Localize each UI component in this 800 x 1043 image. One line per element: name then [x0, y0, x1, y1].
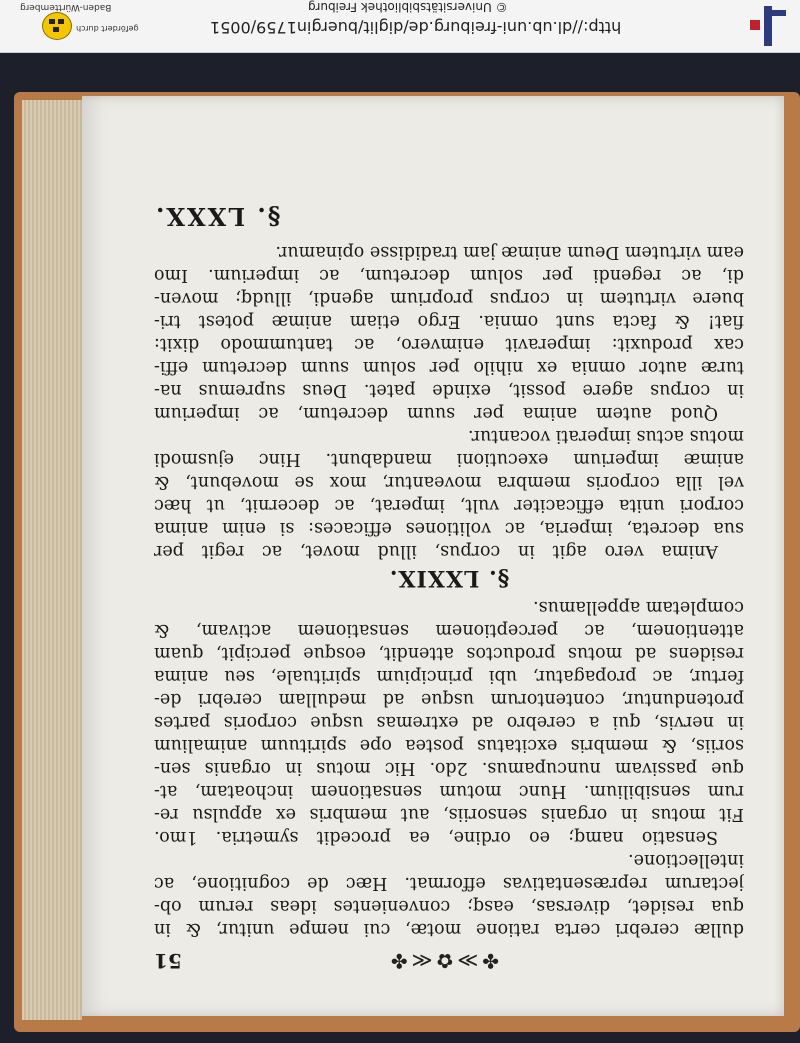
ornament-icon: ✤≫✿≪✤	[386, 949, 499, 974]
funder-name: Baden-Württemberg	[20, 2, 112, 12]
page-content-rotated	[82, 96, 784, 1016]
text-line: rum sensibilium. Hunc motum sensationem inchoatam, at-	[154, 781, 744, 801]
text-line: vel illa corporis membra moveantur, mox se movebunt, &	[154, 472, 744, 492]
text-block	[154, 202, 744, 976]
running-head	[154, 946, 744, 976]
text-line: Quod autem anima per suum decretum, ac imperium	[154, 403, 718, 423]
document-url[interactable]: http://dl.ub.uni-freiburg.de/diglit/buergin1759/0051	[210, 18, 622, 37]
viewer-info-bar	[0, 0, 800, 53]
text-line: cax produxit: imperavit enimvero, ac tantummodo dixit:	[154, 334, 744, 354]
book-page	[82, 96, 784, 1016]
library-logo-icon	[750, 6, 790, 46]
text-line: Fit motus in organis sensoriis, aut membris ex appulsu re-	[154, 804, 744, 824]
funded-by-label: gefördert durch	[76, 24, 139, 33]
text-line: fiat! & facta sunt omnia. Ergo etiam animæ potest tri-	[154, 311, 744, 331]
text-line: in corpus agere possit, exinde patet. Deus supremus na-	[154, 380, 744, 400]
section-heading: §. LXXIX.	[388, 565, 510, 591]
text-line: buere virtutem in corpus proprium agendi, illudq; moven-	[154, 288, 744, 308]
text-line: fertur, ac propagatur, ubi principium spirituale, seu anima	[154, 666, 744, 686]
state-coat-of-arms-icon	[42, 12, 72, 40]
text-line: animæ imperium executioni mandabunt. Hinc ejusmodi	[154, 449, 744, 469]
text-line: Anima vero agit in corpus, illud movet, ac regit per	[154, 541, 718, 561]
text-line: motus actus imperati vocantur.	[467, 426, 744, 446]
copyright-notice: © Universitätsbibliothek Freiburg	[308, 0, 508, 14]
section-heading: §. LXXX.	[154, 202, 281, 231]
text-line: jectarum repræsentativas efformat. Hæc de cognitione, ac	[154, 873, 744, 893]
text-line: Sensatio namq; eo ordine, ea procedit symetria. 1mo.	[154, 827, 718, 847]
text-line: in nervis, qui a cerebro ad extremas usque corporis partes	[154, 712, 744, 732]
text-line: completam appellamus.	[533, 597, 744, 617]
text-line: qua residet, diversas, easq; convenientes ideas rerum ob-	[154, 896, 744, 916]
text-line: corpori unita efficaciter vult, imperat, ac decernit, ut hæc	[154, 495, 744, 515]
page-edges	[22, 100, 82, 1020]
text-line: turæ autor omnia ex nihilo per solum suum decretum effi-	[154, 357, 744, 377]
page-number: 51	[154, 949, 182, 974]
text-line: eam virtutem Deum animæ jam tradidisse opinamur.	[275, 242, 744, 262]
text-line: attentionem, ac perceptionem sensationem activam, &	[154, 620, 744, 640]
text-line: intellectione.	[628, 850, 744, 870]
text-line: que passivam nuncupamus. 2do. Hic motus in organis sen-	[154, 758, 744, 778]
text-line: dullæ cerebri certa ratione motæ, cui nempe unitur, & in	[154, 919, 744, 939]
text-line: soriis, & membris excitatus postea ope spirituum animalium	[154, 735, 744, 755]
text-line: protenduntur, contentorum usque ad medullam cerebri de-	[154, 689, 744, 709]
text-line: residens ad motus productos attendit, eosque percipit, quam	[154, 643, 744, 663]
text-line: di, ac regendi per solum decretum, ac imperium. Imo	[154, 265, 744, 285]
text-line: sua decreta, imperia, ac volitiones efficaces: si enim anima	[154, 518, 744, 538]
